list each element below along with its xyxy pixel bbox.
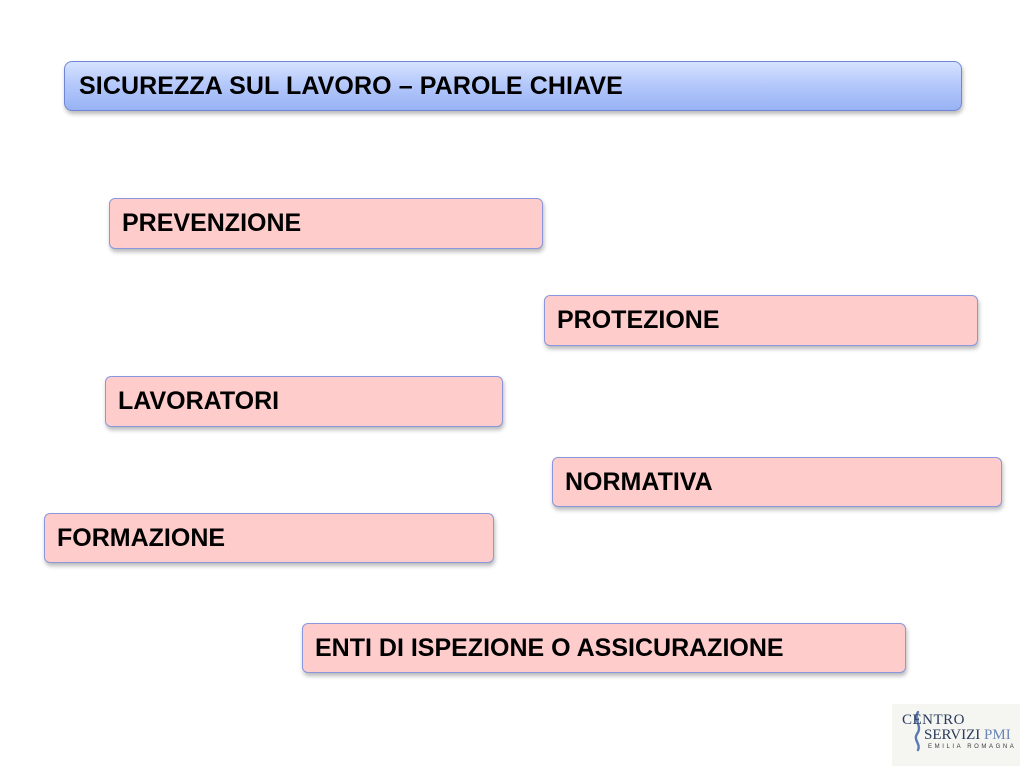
logo-text-servizi-main: SERVIZI: [924, 727, 981, 743]
logo-text-centro: CENTRO: [902, 712, 965, 728]
keyword-box-normativa: [552, 457, 1002, 507]
keyword-box-enti: [302, 623, 906, 673]
keyword-label: PROTEZIONE: [557, 306, 720, 334]
keyword-box-lavoratori: [105, 376, 503, 427]
logo-text-region: EMILIA ROMAGNA: [928, 744, 1017, 750]
keyword-label: LAVORATORI: [118, 387, 280, 415]
keyword-label: ENTI DI ISPEZIONE O ASSICURAZIONE: [315, 633, 784, 662]
keyword-label: PREVENZIONE: [122, 209, 302, 237]
centro-servizi-logo: [892, 704, 1020, 766]
slide-title: SICUREZZA SUL LAVORO – PAROLE CHIAVE: [79, 71, 623, 100]
slide-title-bar: [64, 61, 962, 111]
keyword-label: NORMATIVA: [565, 467, 713, 496]
logo-text-servizi: [924, 727, 1011, 744]
keyword-label: FORMAZIONE: [57, 523, 226, 552]
keyword-box-formazione: [44, 513, 494, 563]
logo-text-pmi: PMI: [984, 727, 1011, 743]
keyword-box-prevenzione: [109, 198, 543, 249]
keyword-box-protezione: [544, 295, 978, 346]
